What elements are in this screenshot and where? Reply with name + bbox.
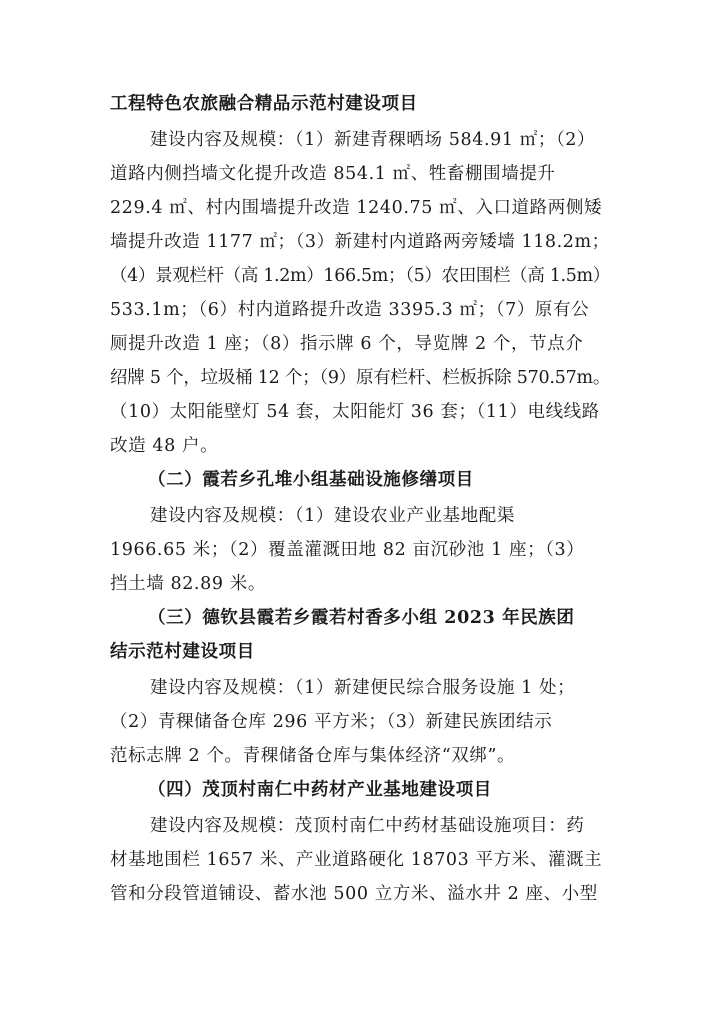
section-heading: （四）茂顶村南仁中药材产业基地建设项目	[148, 780, 492, 800]
paragraph-line: 挡土墙 82.89 米。	[110, 574, 266, 594]
paragraph-line: 绍牌 5 个，垃圾桶 12 个；（9）原有栏杆、栏板拆除 570.57m。	[110, 368, 611, 388]
paragraph-line: 建设内容及规模：（1）新建青稞晒场 584.91 ㎡；（2）	[150, 130, 596, 150]
section-heading: （三）德钦县霞若乡霞若村香多小组 2023 年民族团	[148, 608, 575, 628]
paragraph-line: 墙提升改造 1177 ㎡；（3）新建村内道路两旁矮墙 118.2m；	[110, 232, 610, 252]
paragraph-line: 改造 48 户。	[110, 436, 219, 456]
paragraph-line: 建设内容及规模：茂顶村南仁中药材基础设施项目：药	[150, 816, 585, 836]
paragraph-line: （2）青稞储备仓库 296 平方米；（3）新建民族团结示	[110, 712, 553, 732]
paragraph-line: 建设内容及规模：（1）建设农业产业基地配渠	[150, 506, 515, 526]
section-heading: （二）霞若乡孔堆小组基础设施修缮项目	[148, 470, 474, 490]
section-heading: 结示范村建设项目	[110, 642, 255, 662]
paragraph-line: 管和分段管道铺设、蓄水池 500 立方米、溢水井 2 座、小型	[110, 884, 598, 904]
paragraph-line: 229.4 ㎡、村内围墙提升改造 1240.75 ㎡、入口道路两侧矮	[110, 198, 603, 218]
paragraph-line: 533.1m；（6）村内道路提升改造 3395.3 ㎡；（7）原有公	[110, 300, 590, 320]
paragraph-line: 厕提升改造 1 座；（8）指示牌 6 个，导览牌 2 个，节点介	[110, 334, 584, 354]
paragraph-line: （4）景观栏杆（高 1.2m）166.5m；（5）农田围栏（高 1.5m）	[110, 266, 610, 286]
paragraph-line: 工程特色农旅融合精品示范村建设项目	[110, 94, 418, 114]
paragraph-line: 道路内侧挡墙文化提升改造 854.1 ㎡、牲畜棚围墙提升	[110, 164, 556, 184]
paragraph-line: 1966.65 米；（2）覆盖灌溉田地 82 亩沉砂池 1 座；（3）	[110, 540, 585, 560]
paragraph-line: 建设内容及规模：（1）新建便民综合服务设施 1 处；	[150, 678, 576, 698]
paragraph-line: （10）太阳能壁灯 54 套，太阳能灯 36 套；（11）电线线路	[110, 402, 600, 422]
paragraph-line: 材基地围栏 1657 米、产业道路硬化 18703 平方米、灌溉主	[110, 850, 603, 870]
paragraph-line: 范标志牌 2 个。青稞储备仓库与集体经济“双绑”。	[110, 746, 516, 766]
